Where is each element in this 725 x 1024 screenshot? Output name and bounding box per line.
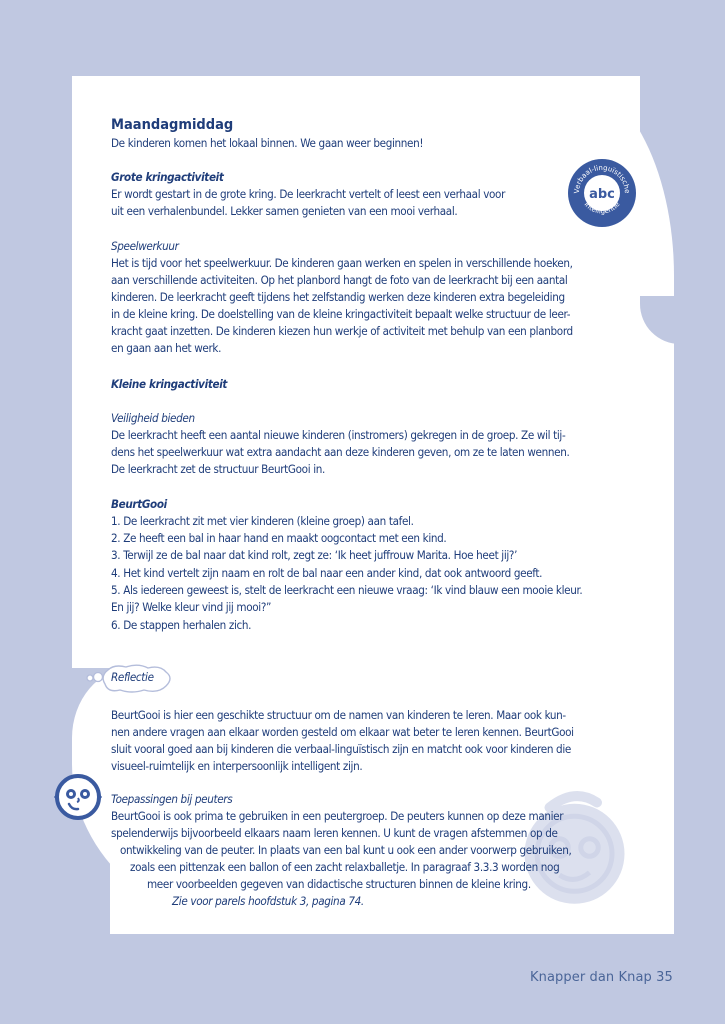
paragraph-line: uit een verhalenbundel. Lekker samen genieten van een mooi verhaal. <box>111 204 458 218</box>
reflectie-label: Reflectie <box>111 670 154 684</box>
paragraph-line: De leerkracht heeft een aantal nieuwe kinderen (instromers) gekregen in de groep. Ze wil tij- <box>111 428 566 442</box>
paragraph-line: sluit vooral goed aan bij kinderen die verbaal-linguïstisch zijn en matcht ook voor kinderen die <box>111 742 571 756</box>
paragraph-line: visueel-ruimtelijk en interpersoonlijk intelligent zijn. <box>111 759 363 773</box>
paragraph-line: BeurtGooi is hier een geschikte structuur om de namen van kinderen te leren. Maar ook kun- <box>111 708 566 722</box>
paragraph-line: zoals een pittenzak een ballon of een zacht relaxballetje. In paragraaf 3.3.3 worden nog <box>130 860 560 874</box>
paragraph-line: dens het speelwerkuur wat extra aandacht aan deze kinderen geven, om ze te laten wennen. <box>111 445 570 459</box>
paragraph-line: aan verschillende activiteiten. Op het planbord hangt de foto van de leerkracht bij een aantal <box>111 273 568 287</box>
list-item: 6. De stappen herhalen zich. <box>111 618 252 632</box>
paragraph-line: in de kleine kring. De doelstelling van de kleine kringactiviteit bepaalt welke structuur de leer- <box>111 307 571 321</box>
badge-bottom-text: Intelligentie <box>582 200 622 216</box>
paragraph-line: kinderen. De leerkracht geeft tijdens het zelfstandig werken deze kinderen extra begeleiding <box>111 290 565 304</box>
paragraph-line: ontwikkeling van de peuter. In plaats van een bal kunt u ook een ander voorwerp gebruiken, <box>120 843 572 857</box>
list-item: 4. Het kind vertelt zijn naam en rolt de bal naar een ander kind, dat ook antwoord geeft. <box>111 566 543 580</box>
reference-text: Zie voor parels hoofdstuk 3, pagina 74. <box>172 894 364 908</box>
list-item: 3. Terwijl ze de bal naar dat kind rolt, zegt ze: ‘Ik heet juffrouw Marita. Hoe heet jij?’ <box>111 548 518 562</box>
paragraph-line: Het is tijd voor het speelwerkuur. De kinderen gaan werken en spelen in verschillende hoeken, <box>111 256 573 270</box>
list-item: En jij? Welke kleur vind jij mooi?” <box>111 600 272 614</box>
heading-toepassingen-bij-peuters: Toepassingen bij peuters <box>111 792 233 806</box>
toddler-face-icon <box>52 770 104 822</box>
paragraph-line: BeurtGooi is ook prima te gebruiken in een peutergroep. De peuters kunnen op deze manier <box>111 809 564 823</box>
abc-intelligence-badge-icon <box>567 158 637 228</box>
list-item: 2. Ze heeft een bal in haar hand en maakt oogcontact met een kind. <box>111 531 447 545</box>
list-item: 1. De leerkracht zit met vier kinderen (kleine groep) aan tafel. <box>111 514 414 528</box>
badge-center-text: abc <box>589 187 615 202</box>
paragraph-line: De leerkracht zet de structuur BeurtGooi in. <box>111 462 325 476</box>
heading-veiligheid-bieden: Veiligheid bieden <box>111 411 195 425</box>
intro-text: De kinderen komen het lokaal binnen. We gaan weer beginnen! <box>111 136 424 150</box>
page-footer: Knapper dan Knap 35 <box>530 970 673 985</box>
paragraph-line: Er wordt gestart in de grote kring. De leerkracht vertelt of leest een verhaal voor <box>111 187 506 201</box>
paragraph-line: kracht gaat inzetten. De kinderen kiezen hun werkje of activiteit met behulp van een planbord <box>111 324 573 338</box>
heading-grote-kringactiviteit: Grote kringactiviteit <box>111 170 224 184</box>
heading-kleine-kringactiviteit: Kleine kringactiviteit <box>111 377 228 391</box>
paragraph-line: nen andere vragen aan elkaar worden gesteld om elkaar wat beter te leren kennen. BeurtGooi <box>111 725 574 739</box>
paragraph-line: en gaan aan het werk. <box>111 341 222 355</box>
page-title: Maandagmiddag <box>111 117 234 133</box>
heading-beurtgooi: BeurtGooi <box>111 497 167 511</box>
paragraph-line: meer voorbeelden gegeven van didactische structuren binnen de kleine kring. <box>147 877 531 891</box>
paragraph-line: spelenderwijs bijvoorbeeld elkaars naam leren kennen. U kunt de vragen afstemmen op de <box>111 826 558 840</box>
list-item: 5. Als iedereen geweest is, stelt de leerkracht een nieuwe vraag: ‘Ik vind blauw een mooie kleur. <box>111 583 583 597</box>
heading-speelwerkuur: Speelwerkuur <box>111 239 179 253</box>
badge-top-text: Verbaal-linguïstische <box>572 163 632 194</box>
